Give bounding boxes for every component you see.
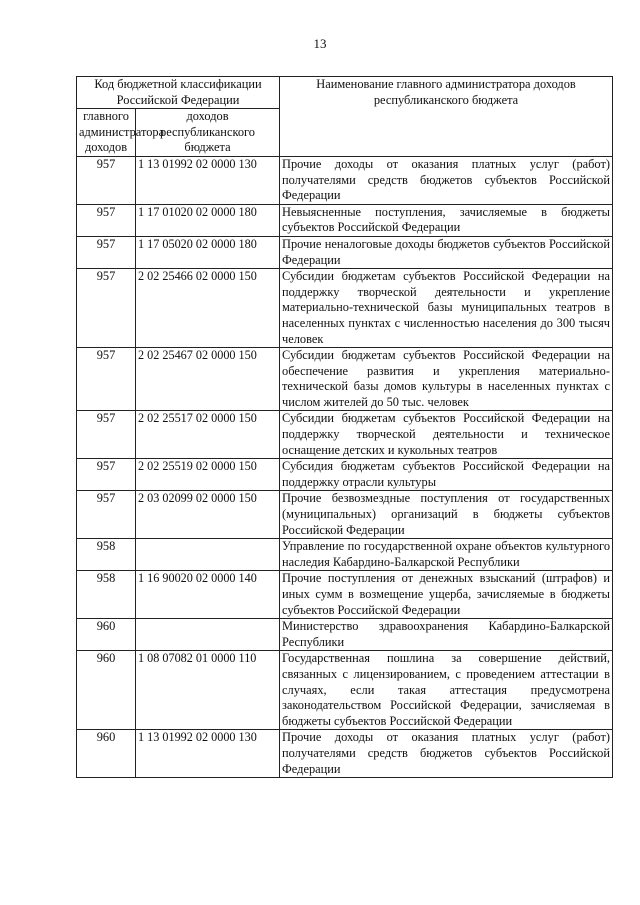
revenue-name-cell: Министерство здравоохранения Кабардино-Балкарской Республики: [280, 619, 613, 651]
revenue-code-cell: 2 03 02099 02 0000 150: [136, 491, 280, 539]
header-administrator-name: Наименование главного администратора доходов республиканского бюджета: [280, 77, 613, 157]
header-budget-revenue: доходов республиканского бюджета: [136, 109, 280, 157]
budget-classification-table: [76, 76, 613, 778]
admin-code-cell: 958: [77, 539, 136, 571]
revenue-name-cell: Прочие доходы от оказания платных услуг (работ) получателями средств бюджетов субъектов Российской Федерации: [280, 730, 613, 778]
table-row: [77, 619, 613, 651]
page-number: 13: [313, 36, 327, 51]
table-row: [77, 539, 613, 571]
revenue-name-cell: Субсидии бюджетам субъектов Российской Федерации на поддержку творческой деятельности и укрепление материально-технической базы муниципальных театров в населенных пунктах с численностью населения до 300 тысяч человек: [280, 269, 613, 348]
revenue-name-cell: Субсидия бюджетам субъектов Российской Федерации на поддержку отрасли культуры: [280, 459, 613, 491]
admin-code-cell: 958: [77, 571, 136, 619]
revenue-code-cell: 2 02 25519 02 0000 150: [136, 459, 280, 491]
admin-code-cell: 957: [77, 236, 136, 268]
admin-code-cell: 957: [77, 348, 136, 411]
revenue-code-cell: 1 13 01992 02 0000 130: [136, 156, 280, 204]
admin-code-cell: 957: [77, 491, 136, 539]
revenue-code-cell: 2 02 25466 02 0000 150: [136, 269, 280, 348]
table-row: [77, 411, 613, 459]
revenue-code-cell: 1 13 01992 02 0000 130: [136, 730, 280, 778]
revenue-name-cell: Прочие доходы от оказания платных услуг (работ) получателями средств бюджетов субъектов Российской Федерации: [280, 156, 613, 204]
header-classification-code: Код бюджетной классификации Российской Федерации: [77, 77, 280, 109]
table-row: [77, 156, 613, 204]
table-row: [77, 269, 613, 348]
revenue-name-cell: Прочие поступления от денежных взысканий (штрафов) и иных сумм в возмещение ущерба, зачисляемые в бюджеты субъектов Российской Федерации: [280, 571, 613, 619]
revenue-name-cell: Прочие неналоговые доходы бюджетов субъектов Российской Федерации: [280, 236, 613, 268]
table-row: [77, 491, 613, 539]
revenue-code-cell: [136, 619, 280, 651]
revenue-name-cell: Субсидии бюджетам субъектов Российской Федерации на обеспечение развития и укрепления материально-технической базы домов культуры в населенных пунктах с числом жителей до 50 тыс. человек: [280, 348, 613, 411]
table-row: [77, 651, 613, 730]
revenue-code-cell: 2 02 25467 02 0000 150: [136, 348, 280, 411]
revenue-name-cell: Прочие безвозмездные поступления от государственных (муниципальных) организаций в бюджеты субъектов Российской Федерации: [280, 491, 613, 539]
revenue-code-cell: 1 17 05020 02 0000 180: [136, 236, 280, 268]
table-row: [77, 571, 613, 619]
header-main-administrator: главного администратора доходов: [77, 109, 136, 157]
revenue-code-cell: [136, 539, 280, 571]
revenue-name-cell: Невыясненные поступления, зачисляемые в бюджеты субъектов Российской Федерации: [280, 204, 613, 236]
admin-code-cell: 960: [77, 651, 136, 730]
table-row: [77, 459, 613, 491]
admin-code-cell: 957: [77, 204, 136, 236]
table-row: [77, 730, 613, 778]
admin-code-cell: 957: [77, 156, 136, 204]
admin-code-cell: 957: [77, 269, 136, 348]
revenue-name-cell: Управление по государственной охране объектов культурного наследия Кабардино-Балкарской Республики: [280, 539, 613, 571]
admin-code-cell: 960: [77, 619, 136, 651]
admin-code-cell: 957: [77, 459, 136, 491]
revenue-code-cell: 1 17 01020 02 0000 180: [136, 204, 280, 236]
revenue-name-cell: Субсидии бюджетам субъектов Российской Федерации на поддержку творческой деятельности и техническое оснащение детских и кукольных театров: [280, 411, 613, 459]
admin-code-cell: 960: [77, 730, 136, 778]
table-row: [77, 348, 613, 411]
table-row: [77, 204, 613, 236]
revenue-code-cell: 2 02 25517 02 0000 150: [136, 411, 280, 459]
revenue-code-cell: 1 08 07082 01 0000 110: [136, 651, 280, 730]
revenue-code-cell: 1 16 90020 02 0000 140: [136, 571, 280, 619]
revenue-name-cell: Государственная пошлина за совершение действий, связанных с лицензированием, с проведением аттестации в случаях, если такая аттестация предусмотрена законодательством Российской Федерации, зачисляемая в бюджеты субъектов Российской Федерации: [280, 651, 613, 730]
table-row: [77, 236, 613, 268]
admin-code-cell: 957: [77, 411, 136, 459]
